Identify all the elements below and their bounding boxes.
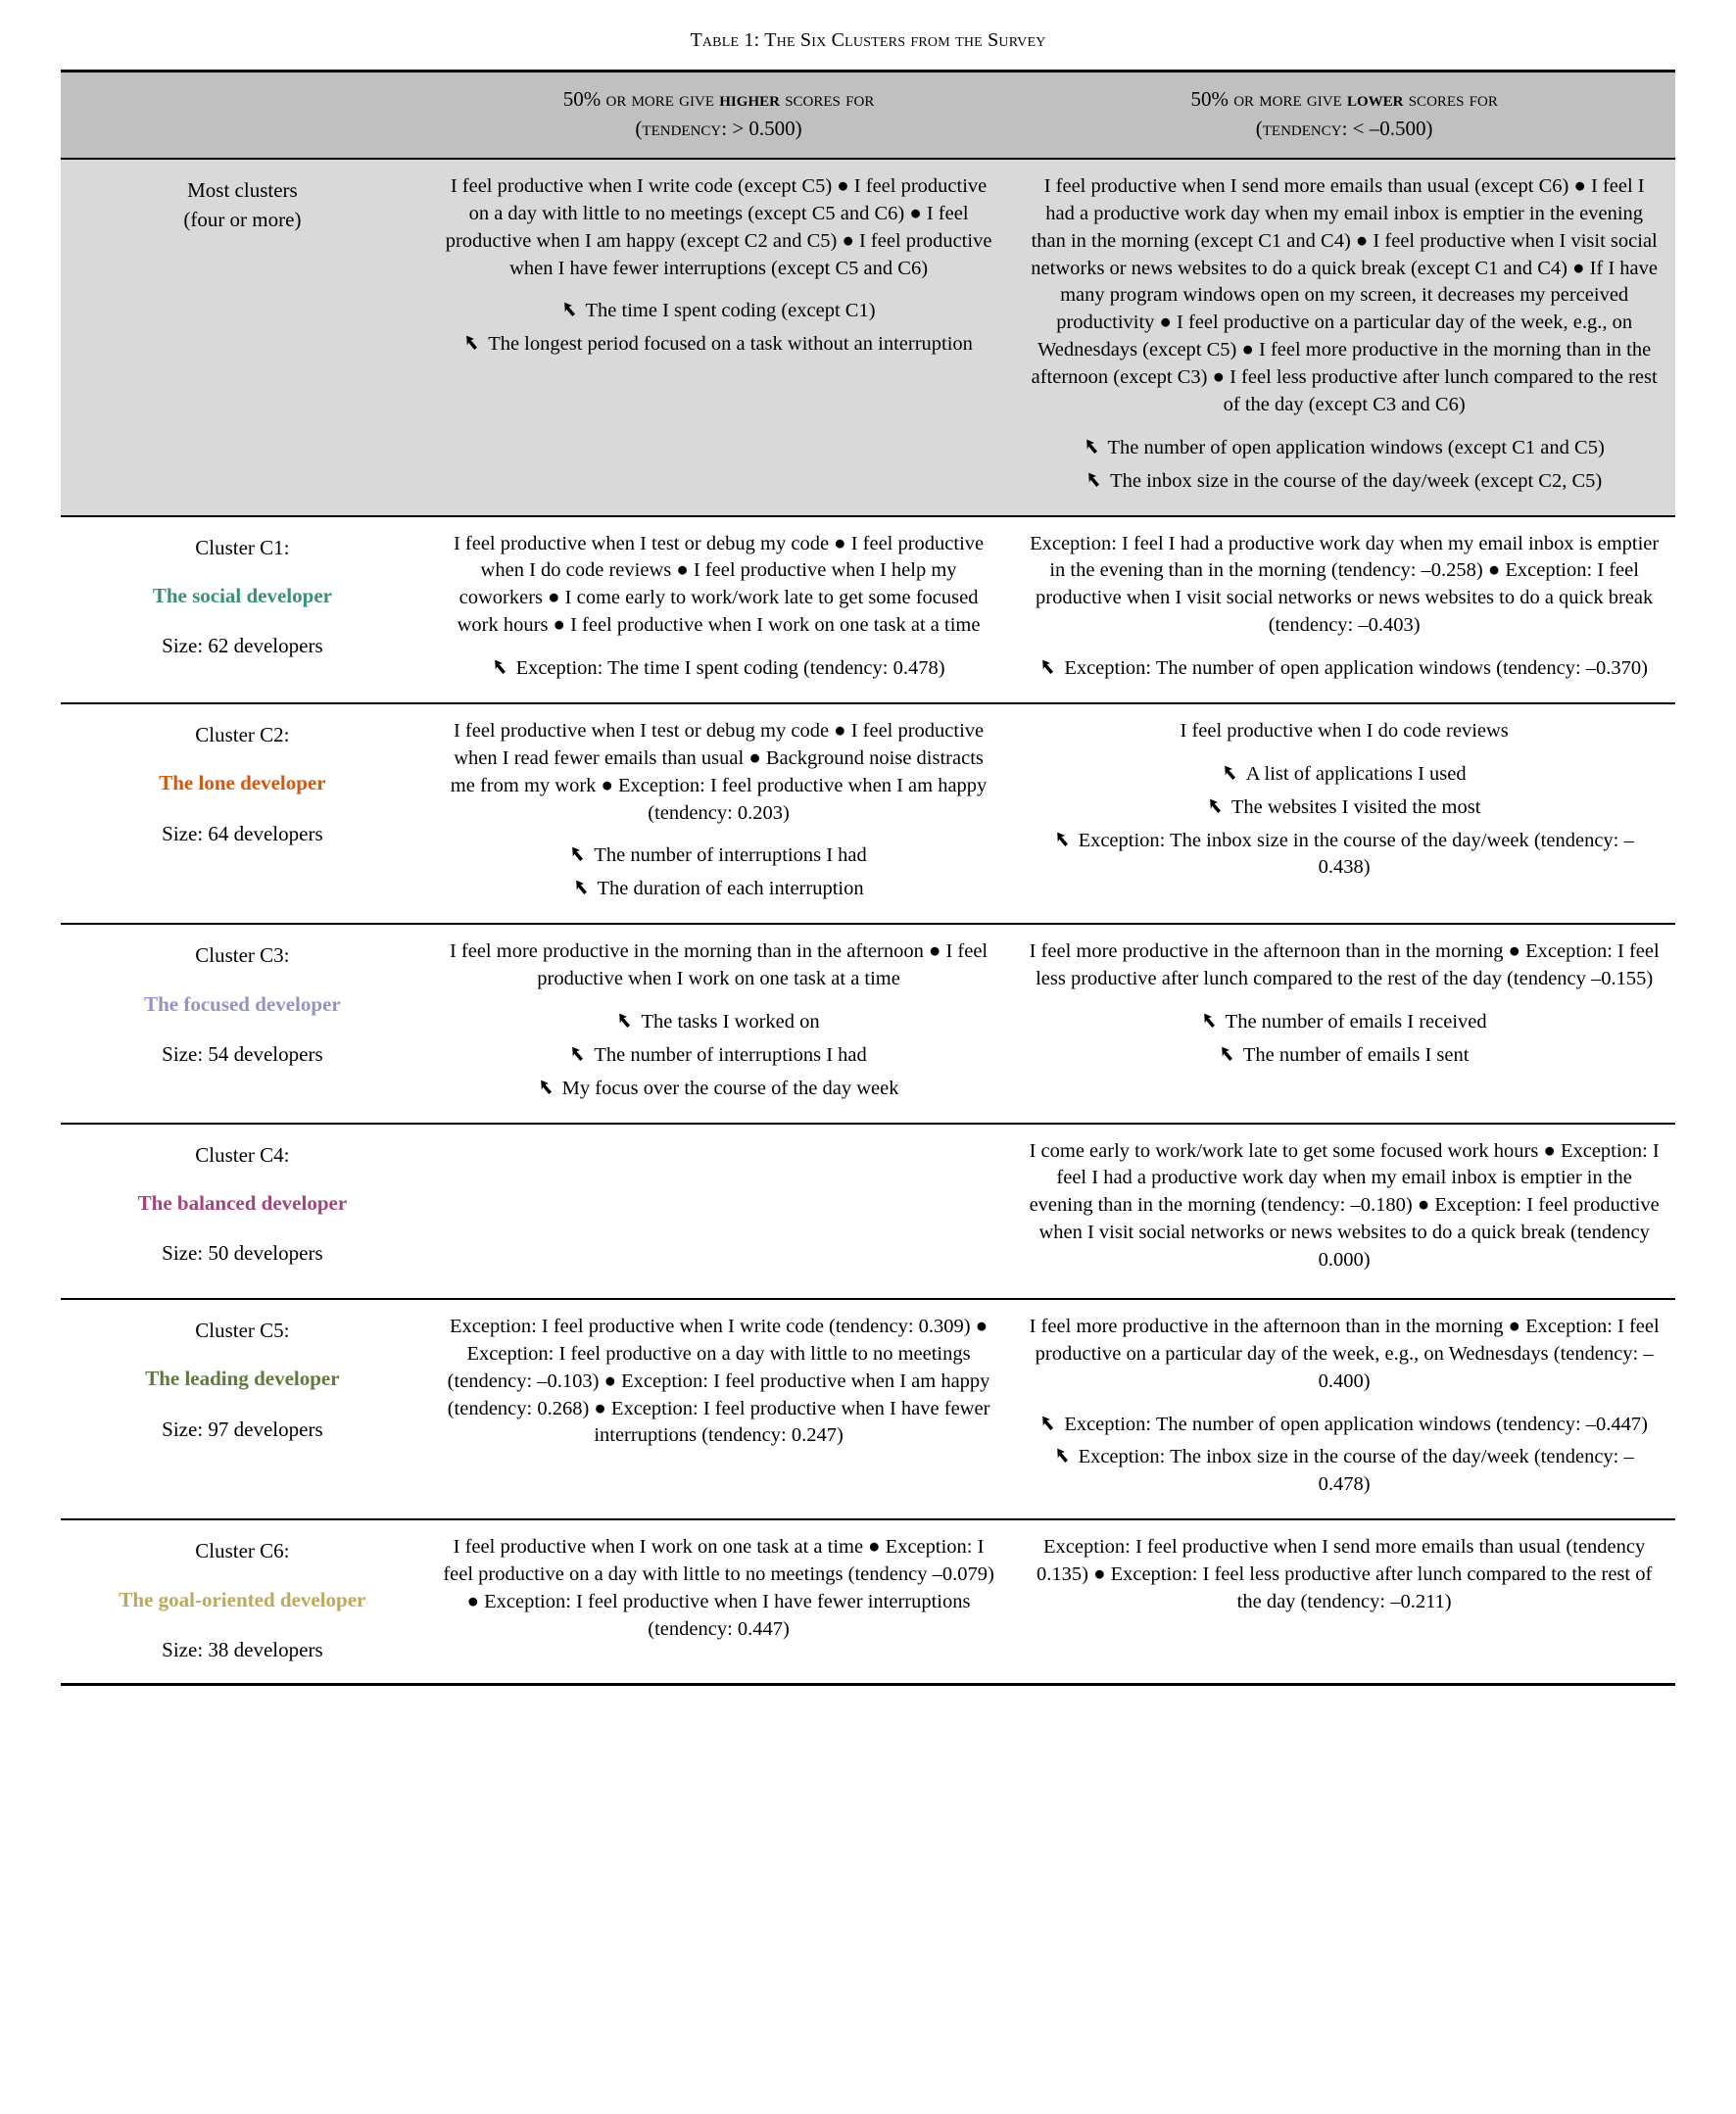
arrow-statement-text: A list of applications I used <box>1245 762 1467 785</box>
arrow-up-left-icon <box>1055 830 1075 847</box>
arrow-statement-item <box>1029 761 1660 789</box>
statement-paragraph: Exception: I feel productive when I write code (tendency: 0.309) ● Exception: I feel productive on a day with little to no meetings (tendency: –0.103) ● Exception: I feel productive when I am happy (tendency: 0.268) ● Exception: I feel productive when I have fewer interruptions (tendency: 0.247) <box>447 1315 990 1447</box>
arrow-statement-text: The inbox size in the course of the day/week (except C2, C5) <box>1110 469 1603 492</box>
table-row <box>61 924 1675 1123</box>
arrow-up-left-icon <box>1085 437 1104 455</box>
arrow-statement-item <box>440 655 998 683</box>
arrow-statement-text: The tasks I worked on <box>641 1010 820 1033</box>
arrow-up-left-icon <box>1223 763 1242 781</box>
header-lower-bold: lower <box>1346 87 1404 111</box>
cluster-label-cell <box>61 1299 424 1519</box>
arrow-up-left-icon <box>1202 1011 1222 1029</box>
header-lower-pre: 50% or more give <box>1190 87 1347 111</box>
statement-paragraph: I feel productive when I work on one task at a time ● Exception: I feel productive on a day with little to no meetings (tendency –0.079) ● Exception: I feel productive when I have fewer interruptions (tendency: 0.447) <box>443 1536 994 1640</box>
cluster-name: The lone developer <box>159 771 326 795</box>
arrow-statement-item <box>440 876 998 903</box>
statement-paragraph: I feel more productive in the morning than in the afternoon ● I feel productive when I work on one task at a time <box>449 940 989 989</box>
arrow-up-left-icon <box>570 1044 590 1062</box>
arrow-up-left-icon <box>1040 1414 1060 1431</box>
cluster-size: Size: 64 developers <box>162 821 323 845</box>
header-cell-higher <box>424 72 1014 159</box>
arrow-statement-text: The websites I visited the most <box>1230 795 1481 818</box>
cluster-name: The focused developer <box>144 991 341 1016</box>
arrow-up-left-icon <box>493 657 512 675</box>
lower-scores-cell <box>1013 1124 1675 1299</box>
cluster-id: Cluster C1: <box>195 535 290 559</box>
arrow-statement-text: The number of open application windows (except C1 and C5) <box>1107 436 1605 458</box>
arrow-statement-item <box>1029 1412 1660 1439</box>
lower-scores-cell <box>1013 924 1675 1123</box>
cluster-id: Cluster C6: <box>195 1539 290 1563</box>
higher-scores-cell <box>424 516 1014 703</box>
arrow-statement-text: Exception: The number of open application windows (tendency: –0.447) <box>1064 1413 1648 1435</box>
arrow-up-left-icon <box>570 844 590 862</box>
arrow-up-left-icon <box>1086 470 1106 488</box>
arrow-statement-text: Exception: The time I spent coding (tendency: 0.478) <box>515 657 945 679</box>
arrow-statement-item <box>440 1009 998 1036</box>
cluster-size: Size: 62 developers <box>162 634 323 658</box>
cluster-label-cell <box>61 516 424 703</box>
higher-scores-cell <box>424 703 1014 924</box>
arrow-statement-text: My focus over the course of the day week <box>561 1077 899 1099</box>
cluster-name: The goal-oriented developer <box>119 1587 366 1611</box>
lower-scores-cell <box>1013 703 1675 924</box>
six-clusters-table <box>61 70 1675 1686</box>
arrow-statement-item <box>440 1042 998 1070</box>
group-title-line2: (four or more) <box>183 208 302 232</box>
higher-scores-cell <box>424 159 1014 516</box>
header-higher-pre: 50% or more give <box>562 87 720 111</box>
arrow-up-left-icon <box>1208 796 1228 814</box>
statement-paragraph: I feel more productive in the afternoon than in the morning ● Exception: I feel productive on a particular day of the week, e.g., on Wednesdays (tendency: –0.400) <box>1029 1315 1660 1392</box>
arrow-up-left-icon <box>464 333 484 351</box>
cluster-name: The social developer <box>152 584 332 607</box>
header-higher-post: scores for <box>779 87 875 111</box>
cluster-size: Size: 97 developers <box>162 1417 323 1441</box>
statement-paragraph: Exception: I feel productive when I send more emails than usual (tendency 0.135) ● Exception: I feel less productive after lunch compared to the rest of the day (tendency: –0.211) <box>1037 1536 1653 1612</box>
arrow-statement-item <box>1029 1444 1660 1499</box>
arrow-statement-item <box>440 331 998 359</box>
arrow-statement-item <box>1029 1042 1660 1070</box>
table-row <box>61 1299 1675 1519</box>
arrow-statement-text: The number of emails I received <box>1225 1010 1487 1033</box>
statement-paragraph: I come early to work/work late to get some focused work hours ● Exception: I feel I had a productive work day when my email inbox is emptier in the evening than in the morning (tendency: –0.180) ● Exception: I feel productive when I visit social networks or news websites to do a quick break (tendency 0.000) <box>1029 1139 1660 1271</box>
table-row <box>61 159 1675 516</box>
cluster-label-cell <box>61 1124 424 1299</box>
table-row <box>61 1124 1675 1299</box>
table-row <box>61 1519 1675 1685</box>
arrow-statement-item <box>1029 655 1660 683</box>
cluster-label-cell <box>61 159 424 516</box>
cluster-label-cell <box>61 924 424 1123</box>
arrow-statement-text: The longest period focused on a task without an interruption <box>488 333 973 356</box>
arrow-statement-item <box>440 298 998 325</box>
arrow-up-left-icon <box>617 1011 637 1029</box>
arrow-statement-text: The time I spent coding (except C1) <box>585 300 876 322</box>
header-higher-line1 <box>563 87 875 111</box>
cluster-name: The leading developer <box>145 1367 340 1391</box>
table-row <box>61 703 1675 924</box>
cluster-size: Size: 54 developers <box>162 1041 323 1066</box>
arrow-statement-text: The number of emails I sent <box>1242 1043 1470 1066</box>
arrow-statement-item <box>1029 828 1660 883</box>
higher-scores-cell <box>424 1299 1014 1519</box>
arrow-up-left-icon <box>1040 657 1060 675</box>
statement-paragraph: I feel productive when I send more emails than usual (except C6) ● I feel I had a productive work day when my email inbox is emptier in the evening than in the morning (except C1 and C4) ● I feel productive when I visit social networks or news websites to do a quick break (except C1 and C4) ● If I have many program windows open on my screen, it decreases my perceived productivity ● I feel productive on a particular day of the week, e.g., on Wednesdays (except C5) ● I feel more productive in the morning than in the afternoon (except C3) ● I feel less productive after lunch compared to the rest of the day (except C3 and C6) <box>1031 174 1659 415</box>
arrow-statement-text: Exception: The number of open application windows (tendency: –0.370) <box>1064 657 1648 679</box>
cluster-id: Cluster C2: <box>195 722 290 746</box>
header-lower-line1 <box>1190 87 1497 111</box>
header-cell-blank <box>61 72 424 159</box>
table-header <box>61 72 1675 159</box>
header-cell-lower <box>1013 72 1675 159</box>
table-caption: Table 1: The Six Clusters from the Survey <box>690 29 1046 51</box>
cluster-id: Cluster C5: <box>195 1318 290 1342</box>
group-title-line1: Most clusters <box>187 177 298 202</box>
table-body <box>61 159 1675 1685</box>
cluster-label-cell <box>61 703 424 924</box>
header-lower-post: scores for <box>1403 87 1498 111</box>
arrow-up-left-icon <box>562 300 582 317</box>
statement-paragraph: I feel productive when I do code reviews <box>1180 719 1509 742</box>
arrow-statement-item <box>1029 468 1660 496</box>
header-row <box>61 72 1675 159</box>
arrow-up-left-icon <box>574 878 594 895</box>
arrow-statement-text: The number of interruptions I had <box>594 844 867 867</box>
cluster-id: Cluster C3: <box>195 943 290 968</box>
arrow-statement-text: Exception: The inbox size in the course of the day/week (tendency: –0.438) <box>1078 829 1634 879</box>
header-lower-line2: (tendency: < –0.500) <box>1255 117 1433 141</box>
arrow-statement-text: The duration of each interruption <box>597 878 864 900</box>
higher-scores-cell <box>424 924 1014 1123</box>
statement-paragraph: I feel productive when I test or debug my code ● I feel productive when I do code reviews ● I feel productive when I help my coworkers ● I come early to work/work late to get some focused work hours ● I feel productive when I work on one task at a time <box>453 532 985 637</box>
statement-paragraph: I feel productive when I write code (except C5) ● I feel productive on a day with little to no meetings (except C5 and C6) ● I feel productive when I am happy (except C2 and C5) ● I feel productive when I have fewer interruptions (except C5 and C6) <box>445 174 992 279</box>
arrow-up-left-icon <box>1220 1044 1239 1062</box>
lower-scores-cell <box>1013 159 1675 516</box>
arrow-statement-item <box>440 1076 998 1103</box>
arrow-statement-text: The number of interruptions I had <box>594 1043 867 1066</box>
header-higher-line2: (tendency: > 0.500) <box>635 117 802 141</box>
lower-scores-cell <box>1013 516 1675 703</box>
cluster-size: Size: 50 developers <box>162 1241 323 1266</box>
arrow-statement-item <box>1029 435 1660 462</box>
statement-paragraph: I feel productive when I test or debug my code ● I feel productive when I read fewer emails than usual ● Background noise distracts me from my work ● Exception: I feel productive when I am happy (tendency: 0.203) <box>450 719 988 824</box>
arrow-statement-item <box>440 842 998 870</box>
lower-scores-cell <box>1013 1519 1675 1685</box>
cluster-size: Size: 38 developers <box>162 1637 323 1661</box>
lower-scores-cell <box>1013 1299 1675 1519</box>
arrow-statement-text: Exception: The inbox size in the course of the day/week (tendency: –0.478) <box>1078 1446 1634 1496</box>
cluster-name: The balanced developer <box>137 1191 348 1215</box>
arrow-up-left-icon <box>539 1078 558 1095</box>
statement-paragraph: Exception: I feel I had a productive work day when my email inbox is emptier in the evening than in the morning (tendency: –0.258) ● Exception: I feel productive when I visit social networks or news websites to do a quick break (tendency: –0.403) <box>1030 532 1660 637</box>
cluster-id: Cluster C4: <box>195 1142 290 1167</box>
table-row <box>61 516 1675 703</box>
header-higher-bold: higher <box>719 87 780 111</box>
higher-scores-cell <box>424 1124 1014 1299</box>
arrow-statement-item <box>1029 1009 1660 1036</box>
higher-scores-cell <box>424 1519 1014 1685</box>
arrow-statement-item <box>1029 794 1660 822</box>
statement-paragraph: I feel more productive in the afternoon than in the morning ● Exception: I feel less productive after lunch compared to the rest of the day (tendency –0.155) <box>1029 940 1660 989</box>
cluster-label-cell <box>61 1519 424 1685</box>
arrow-up-left-icon <box>1055 1446 1075 1464</box>
